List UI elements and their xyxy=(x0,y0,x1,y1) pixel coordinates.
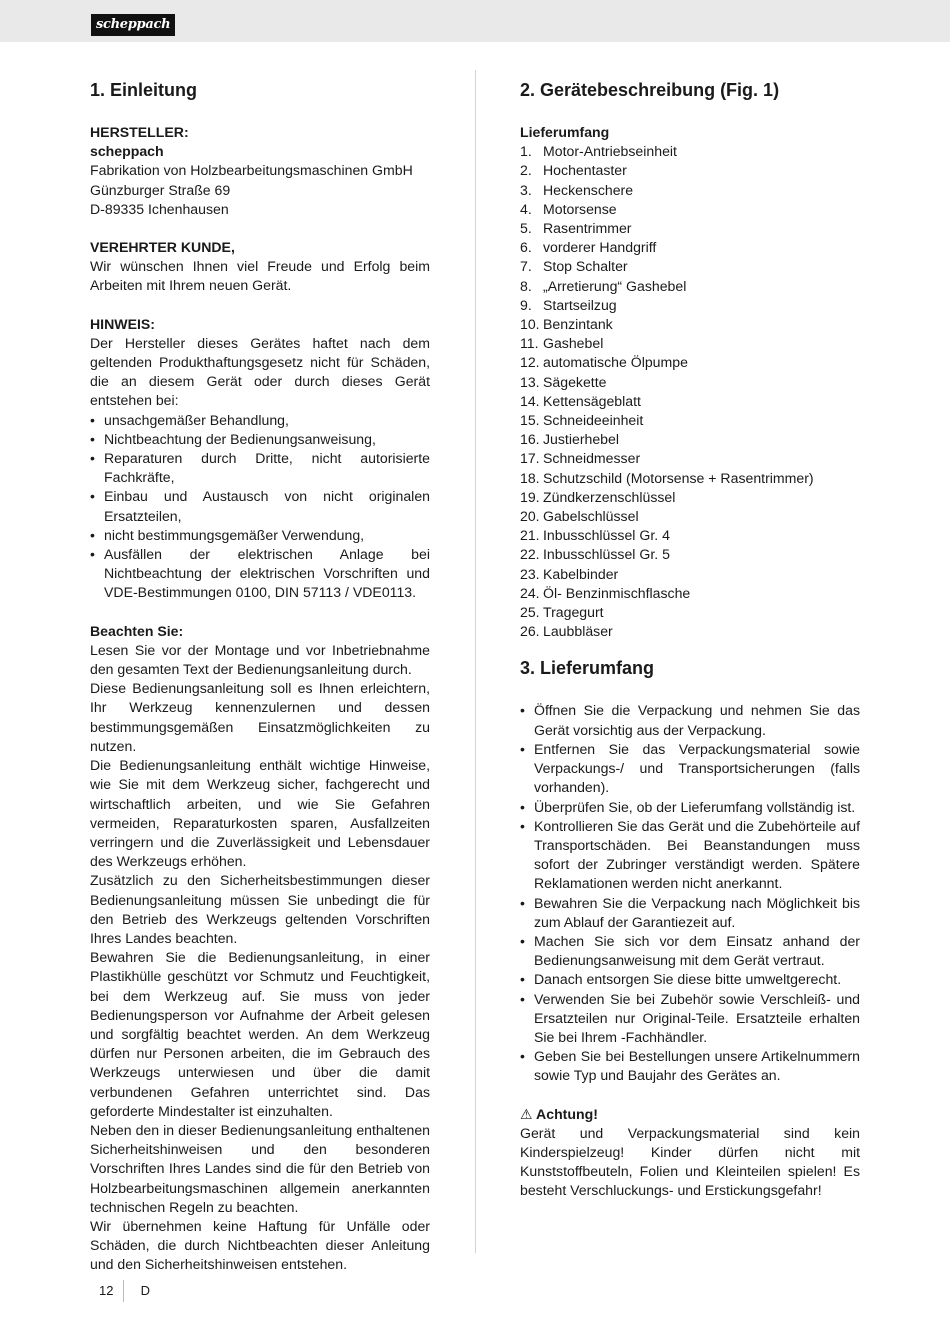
list-item: • Öffnen Sie die Verpackung und nehmen Sie das Gerät vorsichtig aus der Verpackung. xyxy=(520,701,860,739)
list-item: • Machen Sie sich vor dem Einsatz anhand der Bedienungsanweisung mit dem Gerät vertraut. xyxy=(520,932,860,970)
warning-text: Gerät und Verpackungsmaterial sind kein Kinderspielzeug! Kinder dürfen nicht mit Kunststoffbeuteln, Folien und Kleinteilen spielen! Es besteht Verschluckungs- und Erstickungsgefahr! xyxy=(520,1124,860,1199)
part-label: Benzintank xyxy=(543,316,613,333)
list-item: • Reparaturen durch Dritte, nicht autorisierte Fachkräfte, xyxy=(90,449,430,487)
part-item xyxy=(520,373,860,392)
part-label: Startseilzug xyxy=(543,296,617,313)
list-item: • Überprüfen Sie, ob der Lieferumfang vollständig ist. xyxy=(520,798,860,817)
part-label: Inbusschlüssel Gr. 4 xyxy=(543,527,670,544)
part-item xyxy=(520,430,860,449)
part-number: 12. xyxy=(520,354,540,371)
part-number: 17. xyxy=(520,450,540,467)
part-number: 2. xyxy=(520,162,532,179)
language-code: D xyxy=(140,1283,151,1298)
part-number: 11. xyxy=(520,335,539,352)
part-item xyxy=(520,315,860,334)
customer-text: Wir wünschen Ihnen viel Freude und Erfolg beim Arbeiten mit Ihrem neuen Gerät. xyxy=(90,258,430,294)
attention-paragraph: Die Bedienungsanleitung enthält wichtige Hinweise, wie Sie mit dem Werkzeug sicher, fachgerecht und wirtschaftlich arbeiten, und wie Sie Gefahren vermeiden, Reparaturkosten sparen, Ausfallzeiten verringern und die Zuverlässigkeit und Lebensdauer des Werkzeugs erhöhen. xyxy=(90,757,430,870)
warning-block xyxy=(520,1105,860,1201)
part-label: Schneidmesser xyxy=(543,450,641,467)
part-item xyxy=(520,161,860,180)
delivery-label: Lieferumfang xyxy=(520,124,610,140)
page-number: 12 xyxy=(99,1283,114,1298)
list-item: • Verwenden Sie bei Zubehör sowie Verschleiß- und Ersatzteilen nur Original-Teile. Ersatzteile erhalten Sie bei Ihrem -Fachhändler. xyxy=(520,990,860,1048)
part-number: 16. xyxy=(520,431,540,448)
part-item xyxy=(520,565,860,584)
attention-paragraph: Bewahren Sie die Bedienungsanleitung, in einer Plastikhülle geschützt vor Schmutz und Feuchtigkeit, bei dem Werkzeug auf. Sie muss von jeder Bedienungsperson vor Aufnahme der Arbeit gelesen und sorgfältig beachtet werden. An dem Werkzeug dürfen nur Personen arbeiten, die im Gebrauch des Werkzeugs unterwiesen und über die damit verbundenen Gefahren unterrichtet sind. Das geforderte Mindestalter ist einzuhalten. xyxy=(90,949,430,1119)
attention-paragraph: Lesen Sie vor der Montage und vor Inbetriebnahme den gesamten Text der Bedienungsanleitung durch. xyxy=(90,641,430,678)
right-column xyxy=(520,78,860,1201)
part-item xyxy=(520,488,860,507)
part-number: 6. xyxy=(520,239,532,256)
part-item xyxy=(520,411,860,430)
part-number: 14. xyxy=(520,392,540,409)
part-number: 5. xyxy=(520,220,532,237)
note-text: Der Hersteller dieses Gerätes haftet nach dem geltenden Produkthaftungsgesetz nicht für Schäden, die an diesem Gerät oder durch dieses Gerät entstehen bei: xyxy=(90,334,430,409)
manufacturer-line: Günzburger Straße 69 xyxy=(90,181,231,198)
part-label: Kabelbinder xyxy=(543,565,619,582)
attention-paragraph: Zusätzlich zu den Sicherheitsbestimmungen dieser Bedienungsanleitung müssen Sie unbedingt die für den Betrieb des Werkzeugs geltenden Vorschriften Ihres Landes beachten. xyxy=(90,872,430,946)
section-3-title: 3. Lieferumfang xyxy=(520,658,655,679)
list-item: • unsachgemäßer Behandlung, xyxy=(90,411,430,430)
part-item xyxy=(520,334,860,353)
liability-list xyxy=(90,411,430,603)
footer-divider xyxy=(123,1280,124,1302)
column-divider xyxy=(475,70,476,1253)
customer-label: VEREHRTER KUNDE, xyxy=(90,239,235,256)
part-label: Motor-Antriebseinheit xyxy=(543,143,677,160)
part-number: 21. xyxy=(520,527,540,544)
list-item: • Entfernen Sie das Verpackungsmaterial sowie Verpackungs-/ und Transportsicherungen (falls vorhanden). xyxy=(520,740,860,798)
attention-paragraph: Neben den in dieser Bedienungsanleitung enthaltenen Sicherheitshinweisen und den besonderen Vorschriften Ihres Landes sind die für den Betrieb von Holzbearbeitungsmaschinen allgemein anerkannten technischen Regeln zu beachten. xyxy=(90,1121,430,1215)
part-item xyxy=(520,353,860,372)
part-label: Stop Schalter xyxy=(543,258,628,275)
part-label: Heckenschere xyxy=(543,181,634,198)
part-item xyxy=(520,526,860,545)
attention-label: Beachten Sie: xyxy=(90,622,184,639)
warning-heading xyxy=(520,1105,860,1124)
part-number: 4. xyxy=(520,200,532,217)
part-item xyxy=(520,200,860,219)
part-number: 7. xyxy=(520,258,532,275)
part-label: Schutzschild (Motorsense + Rasentrimmer) xyxy=(543,469,814,486)
part-number: 26. xyxy=(520,623,540,640)
part-label: automatische Ölpumpe xyxy=(543,354,688,371)
note-label: HINWEIS: xyxy=(90,315,155,332)
part-label: Zündkerzenschlüssel xyxy=(543,488,676,505)
list-item: • Ausfällen der elektrischen Anlage bei Nichtbeachtung der elektrischen Vorschriften und VDE-Bestimmungen 0100, DIN 57113 / VDE0113. xyxy=(90,545,430,603)
part-label: Sägekette xyxy=(543,373,607,390)
part-number: 22. xyxy=(520,546,540,563)
part-item xyxy=(520,238,860,257)
part-label: „Arretierung“ Gashebel xyxy=(543,277,687,294)
list-item: • nicht bestimmungsgemäßer Verwendung, xyxy=(90,526,430,545)
part-number: 15. xyxy=(520,412,540,429)
part-label: vorderer Handgriff xyxy=(543,239,657,256)
part-item xyxy=(520,277,860,296)
list-item: • Kontrollieren Sie das Gerät und die Zubehörteile auf Transportschäden. Bei Beanstandungen muss sofort der Zubringer verständigt werden. Spätere Reklamationen werden nicht anerkannt. xyxy=(520,817,860,894)
part-label: Gabelschlüssel xyxy=(543,508,639,525)
part-label: Gashebel xyxy=(543,335,604,352)
part-number: 23. xyxy=(520,565,540,582)
manufacturer-block xyxy=(90,123,430,219)
page-footer xyxy=(99,1282,150,1300)
manufacturer-name: scheppach xyxy=(90,143,164,160)
part-number: 8. xyxy=(520,277,532,294)
part-label: Inbusschlüssel Gr. 5 xyxy=(543,546,670,563)
manufacturer-label: HERSTELLER: xyxy=(90,124,189,140)
attention-paragraph: Diese Bedienungsanleitung soll es Ihnen erleichtern, Ihr Werkzeug kennenzulernen und dessen bestimmungsgemäßen Einsatzmöglichkeiten zu nutzen. xyxy=(90,680,430,754)
part-item xyxy=(520,584,860,603)
part-label: Motorsense xyxy=(543,200,617,217)
part-label: Justierhebel xyxy=(543,431,619,448)
part-label: Rasentrimmer xyxy=(543,220,632,237)
part-label: Kettensägeblatt xyxy=(543,392,641,409)
section-1-title: 1. Einleitung xyxy=(90,80,198,100)
part-number: 25. xyxy=(520,604,540,621)
part-item xyxy=(520,603,860,622)
parts-list xyxy=(520,142,860,641)
part-item xyxy=(520,469,860,488)
part-item xyxy=(520,545,860,564)
part-label: Hochentaster xyxy=(543,162,627,179)
list-item: • Bewahren Sie die Verpackung nach Möglichkeit bis zum Ablauf der Garantiezeit auf. xyxy=(520,894,860,932)
part-number: 20. xyxy=(520,508,540,525)
part-number: 19. xyxy=(520,488,540,505)
attention-block xyxy=(90,622,430,1275)
left-column xyxy=(90,78,430,1275)
part-item xyxy=(520,622,860,641)
part-item xyxy=(520,142,860,161)
part-label: Laubbläser xyxy=(543,623,613,640)
part-number: 10. xyxy=(520,316,540,333)
part-number: 3. xyxy=(520,181,532,198)
part-item xyxy=(520,296,860,315)
header-bar xyxy=(0,0,950,42)
list-item: • Danach entsorgen Sie diese bitte umweltgerecht. xyxy=(520,970,860,989)
note-block xyxy=(90,315,430,603)
scheppach-logo: scheppach xyxy=(91,14,175,36)
part-number: 18. xyxy=(520,469,540,486)
warning-label: Achtung! xyxy=(536,1105,598,1122)
part-label: Tragegurt xyxy=(543,604,604,621)
part-label: Öl- Benzinmischflasche xyxy=(543,584,691,601)
delivery-steps-list xyxy=(520,701,860,1085)
manufacturer-line: Fabrikation von Holzbearbeitungsmaschinen GmbH xyxy=(90,162,413,179)
part-number: 13. xyxy=(520,373,540,390)
part-item xyxy=(520,181,860,200)
part-number: 1. xyxy=(520,143,532,160)
part-number: 24. xyxy=(520,584,540,601)
part-item xyxy=(520,392,860,411)
part-item xyxy=(520,257,860,276)
manufacturer-line: D-89335 Ichenhausen xyxy=(90,200,229,217)
warning-triangle-icon: ⚠ xyxy=(520,1105,533,1122)
part-item xyxy=(520,219,860,238)
section-2-title: 2. Gerätebeschreibung (Fig. 1) xyxy=(520,80,780,100)
list-item: • Geben Sie bei Bestellungen unsere Artikelnummern sowie Typ und Baujahr des Gerätes an. xyxy=(520,1047,860,1085)
attention-paragraph: Wir übernehmen keine Haftung für Unfälle oder Schäden, die durch Nichtbeachten dieser Anleitung und den Sicherheitshinweisen entstehen. xyxy=(90,1217,430,1273)
part-item xyxy=(520,449,860,468)
list-item: • Nichtbeachtung der Bedienungsanweisung, xyxy=(90,430,430,449)
part-number: 9. xyxy=(520,296,532,313)
list-item: • Einbau und Austausch von nicht originalen Ersatzteilen, xyxy=(90,487,430,525)
part-label: Schneideeinheit xyxy=(543,412,644,429)
part-item xyxy=(520,507,860,526)
customer-block xyxy=(90,238,430,296)
